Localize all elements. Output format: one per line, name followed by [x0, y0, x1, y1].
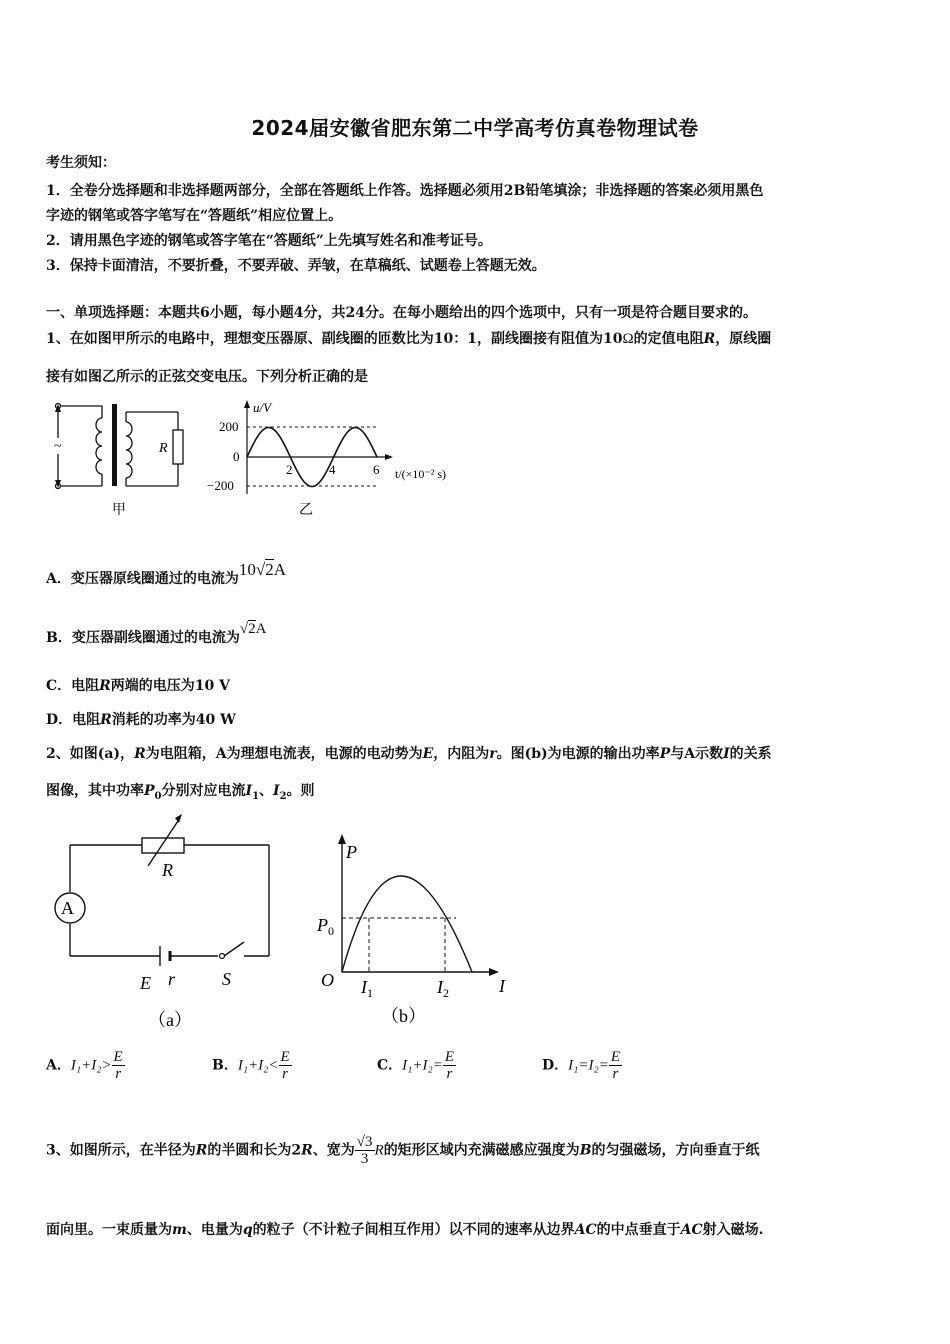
q1-option-d: D．电阻R消耗的功率为40 W — [46, 712, 236, 728]
graph-label-origin: O — [321, 970, 334, 990]
graph-label-i1: $I_1$ — [361, 977, 373, 1000]
figure-label-yi: 乙 — [299, 503, 313, 518]
circuit-caption: （a） — [148, 1010, 192, 1030]
circuit-label-e: E — [140, 973, 151, 993]
q1-figure-sine-graph — [205, 398, 475, 520]
q1-option-b: B．变压器副线圈通过的电流为√2A — [46, 621, 267, 646]
circuit-label-s: S — [222, 969, 231, 989]
q2-option-a: A．I₁+I₂> $\frac{E}{r}$ — [46, 1049, 123, 1082]
figure-label-jia: 甲 — [112, 503, 126, 518]
notice-heading: 考生须知： — [46, 155, 116, 171]
ac-source-symbol: ~ — [54, 439, 62, 454]
q2-option-b: B．I₁+I₂< $\frac{E}{r}$ — [212, 1049, 290, 1082]
notice-item-1: 1．全卷分选择题和非选择题两部分，全部在答题纸上作答。选择题必须用2B铅笔填涂；非选择题的答案必须用黑色 — [46, 183, 764, 199]
y-tick-0: 0 — [233, 449, 240, 464]
graph-label-p: P — [346, 842, 357, 862]
notice-item-1-cont: 字迹的钢笔或答字笔写在“答题纸”相应位置上。 — [46, 208, 343, 224]
q1-stem-line1: 1、在如图甲所示的电路中，理想变压器原、副线圈的匝数比为10：1，副线圈接有阻值为10Ω的定值电阻R，原线圈 — [46, 331, 772, 347]
q1-option-c: C．电阻R两端的电压为10 V — [46, 678, 231, 694]
x-tick-2: 2 — [286, 462, 293, 477]
page-title: 2024届安徽省肥东第二中学高考仿真卷物理试卷 — [251, 116, 699, 140]
resistor-label: R — [159, 441, 168, 456]
q2-stem-line1: 2、如图(a)，R为电阻箱，A为理想电流表，电源的电动势为E，内阻为r。图(b)为电源的输出功率P与A示数I的关系 — [46, 746, 772, 762]
transformer-core — [112, 404, 117, 486]
graph-label-i: I — [499, 976, 505, 996]
graph-label-i2: $I_2$ — [437, 977, 449, 1000]
y-tick-200: 200 — [219, 419, 239, 434]
y-axis-label: u/V — [253, 400, 272, 415]
notice-item-2: 2．请用黑色字迹的钢笔或答字笔在“答题纸”上先填写姓名和准考证号。 — [46, 233, 492, 249]
x-tick-4: 4 — [329, 462, 336, 477]
notice-item-3: 3．保持卡面清洁，不要折叠，不要弄破、弄皱，在草稿纸、试题卷上答题无效。 — [46, 258, 546, 274]
ammeter-label: A — [61, 898, 74, 918]
y-tick-neg200: −200 — [207, 478, 234, 493]
q2-option-c: C．I₁+I₂= $\frac{E}{r}$ — [377, 1049, 454, 1082]
circuit-label-internal-r: r — [168, 969, 176, 989]
q3-stem-line2: 面向里。一束质量为m、电量为q的粒子（不计粒子间相互作用）以不同的速率从边界AC的中点垂直于AC射入磁场. — [46, 1222, 764, 1238]
q2-stem-line2: 图像，其中功率$P_0$分别对应电流$I_1$、$I_2$。则 — [46, 783, 315, 802]
q2-option-d: D．I₁=I₂= $\frac{E}{r}$ — [542, 1049, 620, 1082]
q1-option-a: A．变压器原线圈通过的电流为10√2A — [46, 560, 286, 587]
graph-label-p0: $P_0$ — [317, 915, 334, 938]
q1-stem-line2: 接有如图乙所示的正弦交变电压。下列分析正确的是 — [46, 369, 368, 385]
q1-figure-transformer — [46, 398, 196, 520]
section-heading: 一、单项选择题：本题共6小题，每小题4分，共24分。在每小题给出的四个选项中，只有一项是符合题目要求的。 — [46, 305, 757, 321]
q3-stem-line1: 3、如图所示，在半径为R的半圆和长为2R、宽为 $\frac{√3}{3}$ R的矩形区域内充满磁感应强度为B的匀强磁场，方向垂直于纸 — [46, 1134, 760, 1167]
circuit-label-r: R — [162, 860, 173, 880]
resistor-box — [142, 838, 184, 853]
power-curve — [342, 876, 472, 972]
x-tick-6: 6 — [373, 462, 380, 477]
q2-figure-power-graph — [305, 832, 535, 1032]
x-axis-label: t/(×10⁻² s) — [395, 467, 447, 481]
graph-caption: （b） — [381, 1006, 426, 1026]
q2-figure-circuit — [48, 808, 288, 1033]
